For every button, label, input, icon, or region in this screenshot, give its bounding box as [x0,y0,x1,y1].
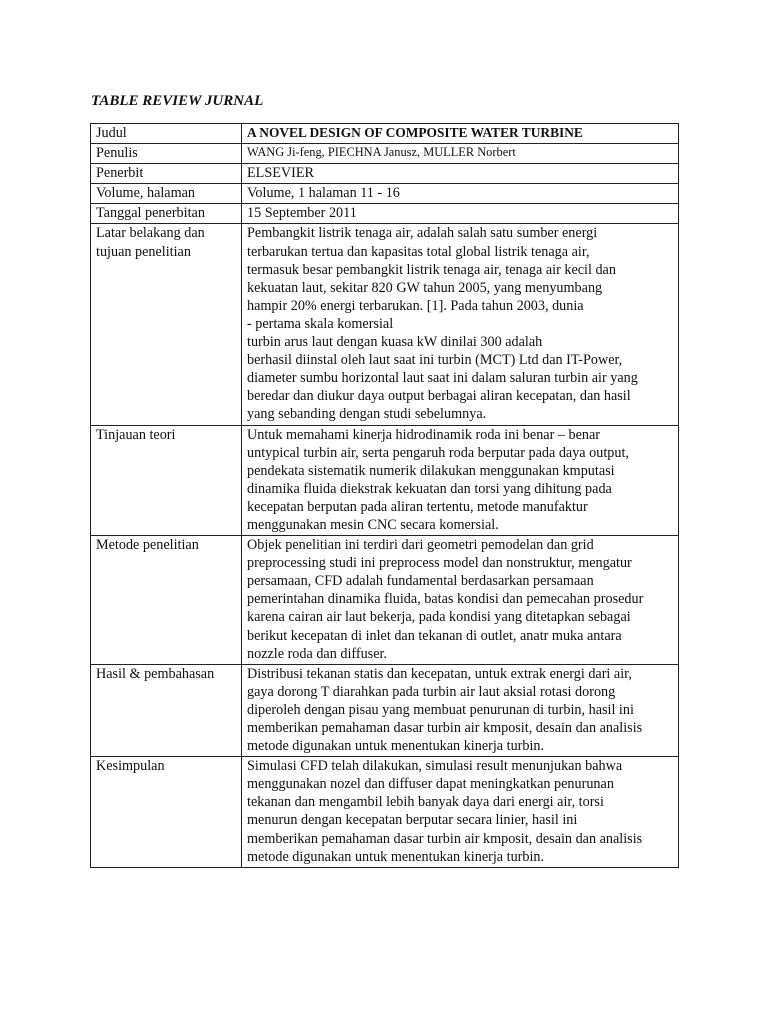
text-line: nozzle roda dan diffuser. [247,645,387,662]
label-cell [91,224,242,425]
label-cell [91,757,242,868]
text-line: karena cairan air laut bekerja, pada kondisi yang ditetapkan sebagai [247,609,631,626]
text-line: persamaan, CFD adalah fundamental berdasarkan persamaan [247,573,594,590]
label-cell [91,124,242,144]
text-line: pemerintahan dinamika fluida, batas kondisi dan pemecahan prosedur [247,591,644,608]
text-line: diperoleh dengan pisau yang membuat penurunan di turbin, hasil ini [247,701,634,718]
text-line: Distribusi tekanan statis dan kecepatan, untuk extrak energi dari air, [247,665,632,682]
table-row-judul [91,124,679,144]
text-line: pendekata sistematik numerik dilakukan menggunakan kmputasi [247,462,615,479]
table-row-hasil [91,664,679,756]
row-label: Judul [96,125,127,141]
label-cell [91,536,242,665]
authors: WANG Ji-feng, PIECHNA Janusz, MULLER Norbert [247,145,516,160]
text-line: hampir 20% energi terbarukan. [1]. Pada tahun 2003, dunia [247,297,584,314]
volume-pages: Volume, 1 halaman 11 - 16 [247,185,400,202]
text-line: kekuatan laut, sekitar 820 GW tahun 2005, yang menyumbang [247,279,603,296]
publication-date: 15 September 2011 [247,205,357,222]
table-row-penulis [91,144,679,164]
text-line: beredar dan diukur daya output berbagai aliran kecepatan, dan hasil [247,388,631,405]
text-line: menggunakan nozel dan diffuser dapat meningkatkan penurunan [247,776,614,793]
text-line: diameter sumbu horizontal laut saat ini dalam saluran turbin air yang [247,370,638,387]
table-row-latar-belakang [91,224,679,425]
text-line: Simulasi CFD telah dilakukan, simulasi result menunjukan bahwa [247,758,623,775]
text-line: preprocessing studi ini preprocess model dan nonstruktur, mengatur [247,555,632,572]
row-label: tujuan penelitian [96,243,191,260]
text-line: Objek penelitian ini terdiri dari geometri pemodelan dan grid [247,537,594,554]
value-cell [242,204,679,224]
value-cell [242,425,679,536]
table-row-metode [91,536,679,665]
page-title: TABLE REVIEW JURNAL [91,93,264,109]
row-label: Latar belakang dan [96,225,205,242]
text-line: berikut kecepatan di inlet dan tekanan di outlet, anatr muka antara [247,627,622,644]
value-cell [242,144,679,164]
row-label: Penulis [96,145,138,162]
text-line: yang sebanding dengan studi sebelumnya. [247,406,487,423]
row-label: Kesimpulan [96,758,165,775]
text-line: terbarukan tertua dan kapasitas total global listrik tenaga air, [247,243,590,260]
label-cell [91,164,242,184]
row-label: Volume, halaman [96,185,196,202]
value-cell [242,124,679,144]
value-cell [242,757,679,868]
table-row-tanggal [91,204,679,224]
text-line: memberikan pemahaman dasar turbin air kmposit, desain dan analisis [247,720,643,736]
row-label: Tanggal penerbitan [96,205,205,222]
label-cell [91,144,242,164]
text-line: metode digunakan untuk menentukan kinerja turbin. [247,848,545,865]
row-label: Metode penelitian [96,537,199,554]
review-table [90,123,679,868]
label-cell [91,664,242,756]
text-line: menurun dengan kecepatan berputar secara linier, hasil ini [247,812,578,829]
text-line: Pembangkit listrik tenaga air, adalah salah satu sumber energi [247,225,598,242]
value-cell [242,224,679,425]
row-label: Tinjauan teori [96,426,176,443]
table-row-volume [91,184,679,204]
text-line: gaya dorong T diarahkan pada turbin air laut aksial rotasi dorong [247,683,616,700]
text-line: berhasil diinstal oleh laut saat ini turbin (MCT) Ltd dan IT-Power, [247,352,623,369]
text-line: - pertama skala komersial [247,315,394,332]
text-line: kecepatan berputan pada aliran tertentu, metode manufaktur [247,498,588,515]
value-cell [242,536,679,665]
text-line: menggunakan mesin CNC secara komersial. [247,516,499,533]
text-line: memberikan pemahaman dasar turbin air kmposit, desain dan analisis [247,830,643,847]
row-label: Hasil & pembahasan [96,665,215,682]
text-line: turbin arus laut dengan kuasa kW dinilai 300 adalah [247,334,543,351]
text-line: untypical turbin air, serta pengaruh roda berputar pada daya output, [247,444,629,461]
text-line: Untuk memahami kinerja hidrodinamik roda ini benar – benar [247,426,601,443]
journal-title: A NOVEL DESIGN OF COMPOSITE WATER TURBINE [247,125,583,140]
row-label: Penerbit [96,165,144,182]
text-line: metode digunakan untuk menentukan kinerja turbin. [247,738,545,755]
publisher: ELSEVIER [247,165,314,182]
table-row-kesimpulan [91,757,679,868]
value-cell [242,664,679,756]
value-cell [242,164,679,184]
table-row-penerbit [91,164,679,184]
value-cell [242,184,679,204]
label-cell [91,184,242,204]
label-cell [91,204,242,224]
text-line: termasuk besar pembangkit listrik tenaga air, tenaga air kecil dan [247,261,616,278]
text-line: tekanan dan mengambil lebih banyak daya dari energi air, torsi [247,794,604,811]
text-line: dinamika fluida diekstrak kekuatan dan torsi yang dihitung pada [247,480,612,497]
label-cell [91,425,242,536]
table-row-tinjauan-teori [91,425,679,536]
